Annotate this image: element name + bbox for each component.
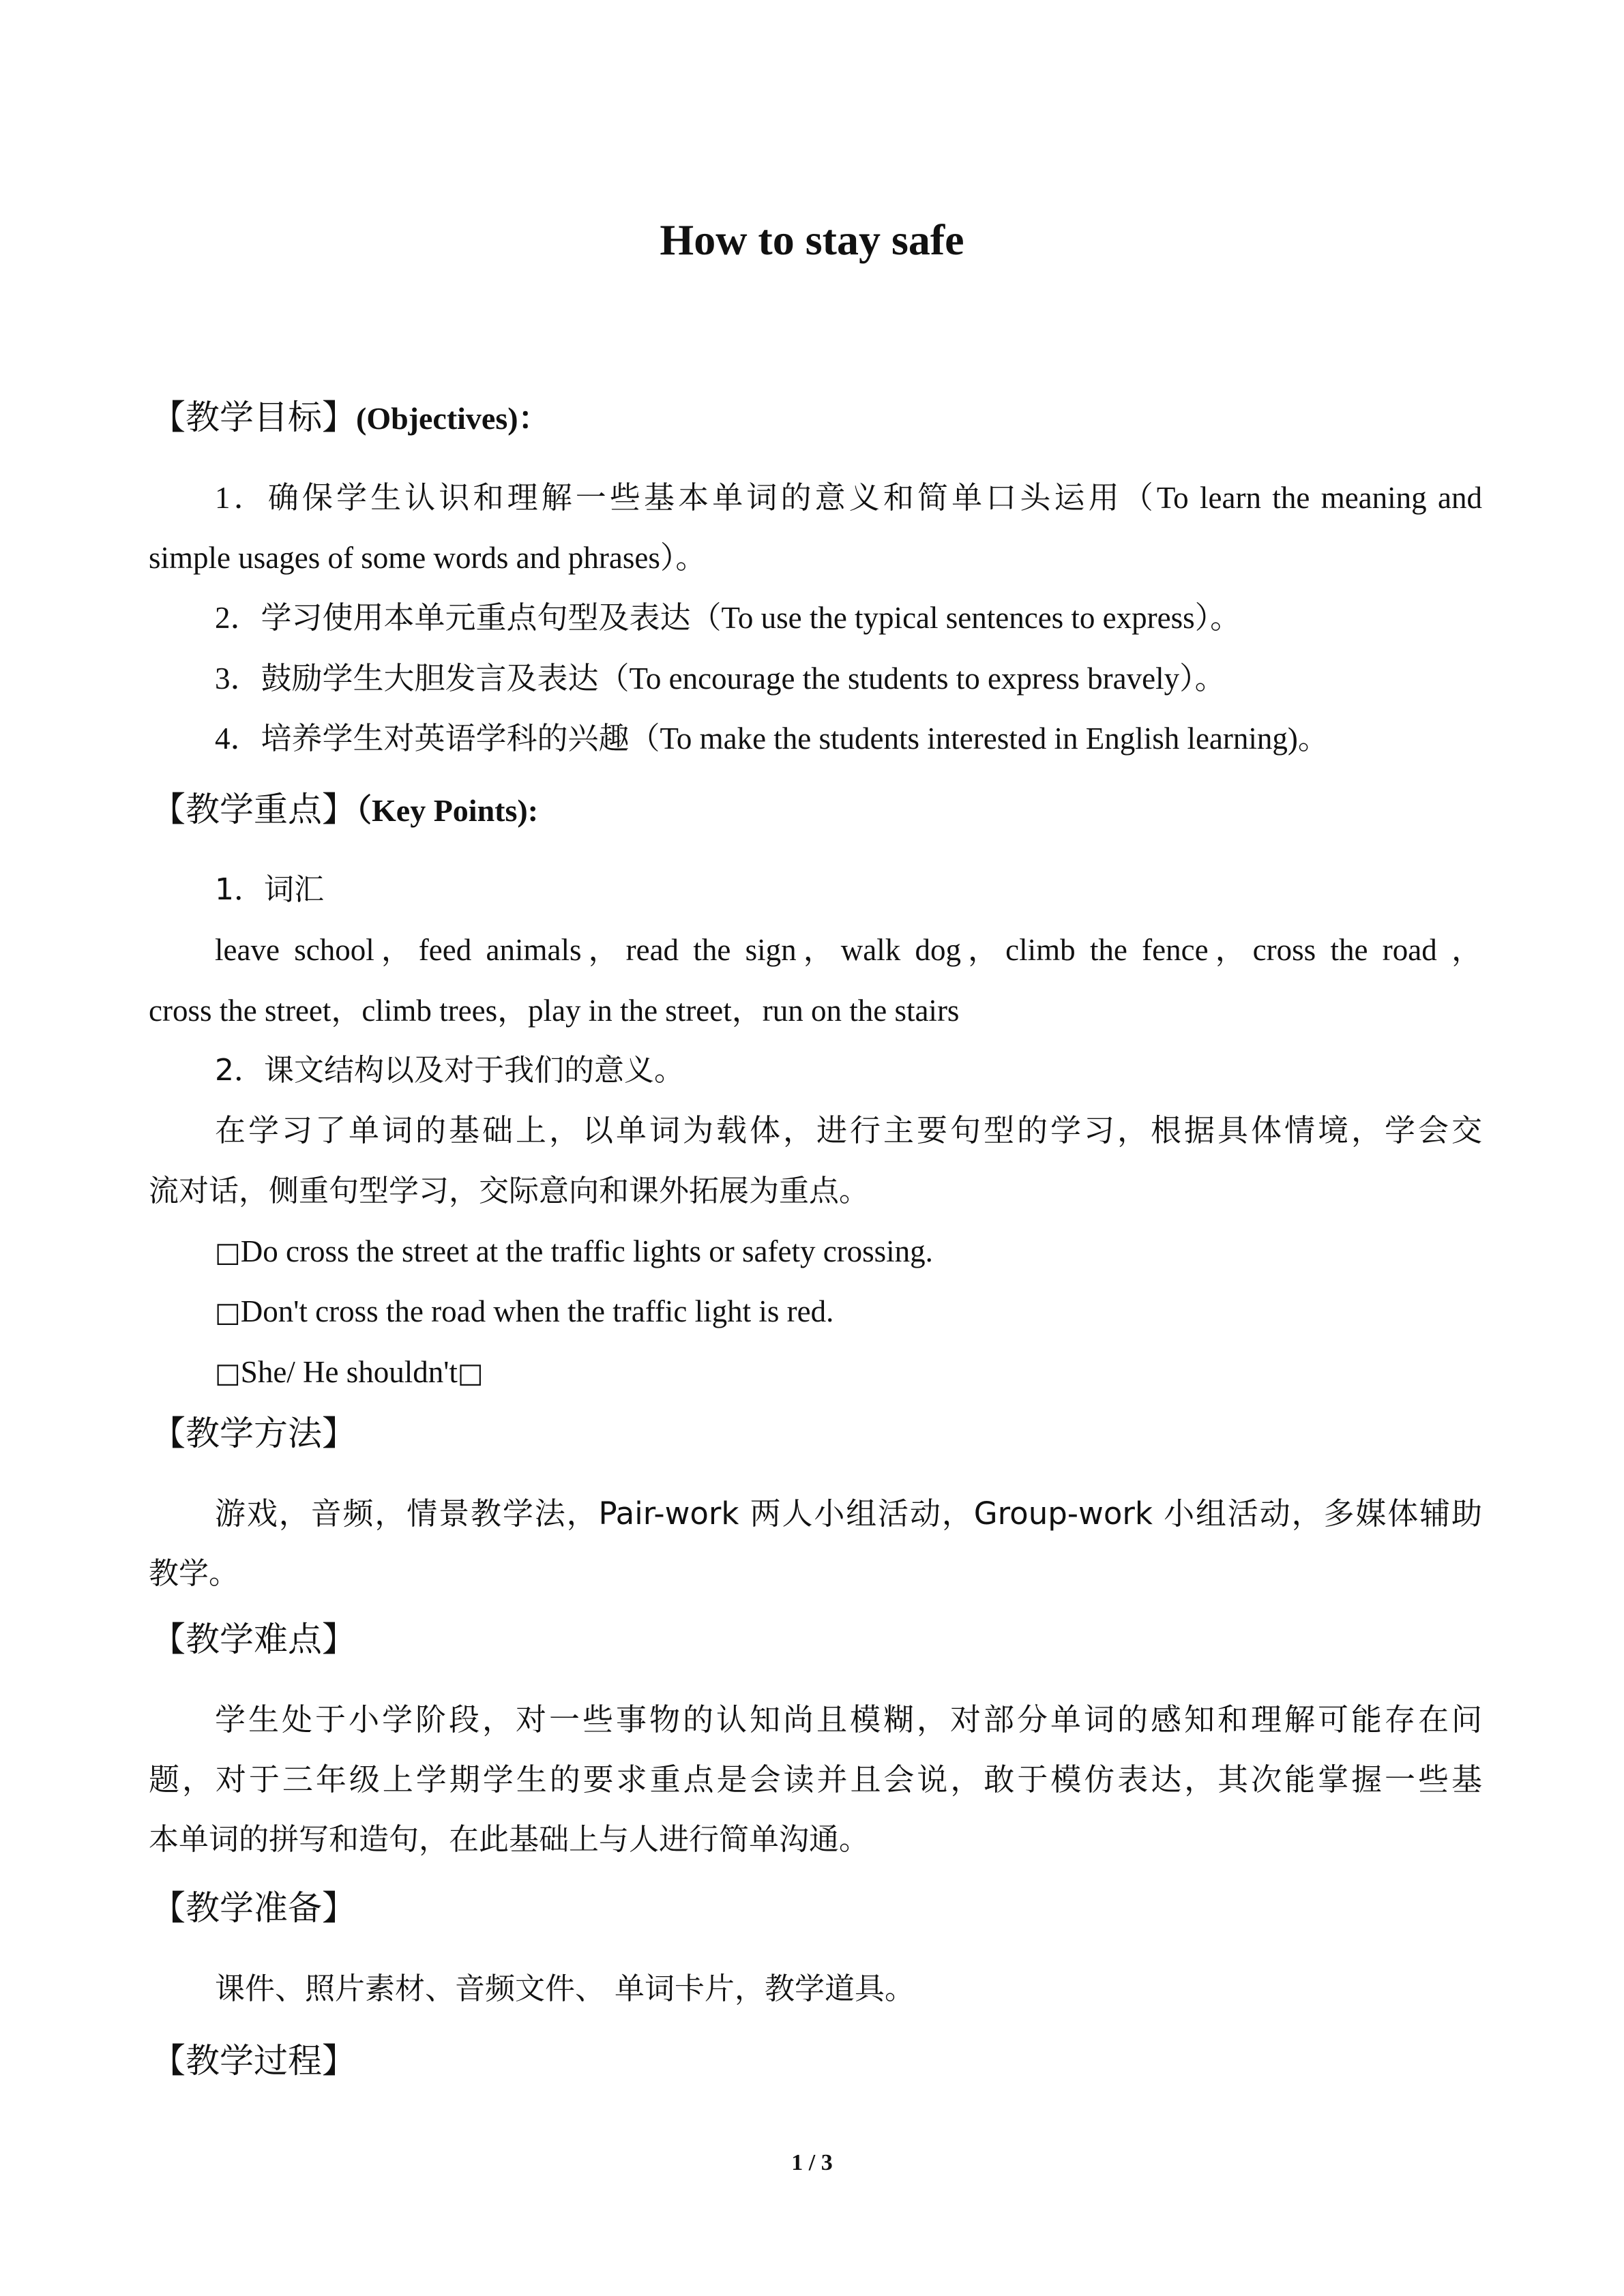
sentence-3-box: □ xyxy=(215,1358,241,1389)
page-number: 1 / 3 xyxy=(791,2150,833,2175)
preparation-line-1: 课件、照片素材、音频文件、 单词卡片，教学道具。 xyxy=(215,1971,915,2006)
key-points-sub-2: 2．课文结构以及对于我们的意义。 xyxy=(215,1053,684,1088)
difficulties-heading: 【教学难点】 xyxy=(151,1620,356,1659)
difficulties-line-1: 学生处于小学阶段，对一些事物的认知尚且模糊，对部分单词的感知和理解可能存在问 xyxy=(215,1701,1482,1738)
sentence-3 xyxy=(215,1352,484,1394)
key-points-sub-1: 1．词汇 xyxy=(215,872,324,907)
objectives-heading-en: (Objectives)： xyxy=(356,401,550,436)
key-points-heading-en: （Key Points): xyxy=(356,793,539,828)
difficulties-line-2: 题，对于三年级上学期学生的要求重点是会读并且会说，敢于模仿表达，其次能掌握一些基 xyxy=(149,1761,1482,1798)
sentence-3-text: She/ He shouldn't xyxy=(240,1355,458,1389)
sentence-1 xyxy=(215,1231,933,1273)
key-points-heading-cn: 【教学重点】 xyxy=(151,790,356,829)
objective-item-3: 3．鼓励学生大胆发言及表达（To encourage the students to express bravely）。 xyxy=(215,661,1226,696)
sentence-2 xyxy=(215,1291,833,1333)
methods-line-1: 游戏，音频，情景教学法，Pair-work 两人小组活动，Group-work 小组活动，多媒体辅助 xyxy=(215,1495,1482,1532)
sentence-2-box: □ xyxy=(215,1297,241,1328)
key-points-heading xyxy=(151,788,538,833)
objective-item-2: 2．学习使用本单元重点句型及表达（To use the typical sentences to express）。 xyxy=(215,601,1241,635)
key-points-paragraph-line-1: 在学习了单词的基础上，以单词为载体，进行主要句型的学习，根据具体情境，学会交 xyxy=(215,1112,1482,1148)
sentence-1-text: Do cross the street at the traffic lights or safety crossing. xyxy=(240,1234,933,1268)
objective-item-1-line-1: 1．确保学生认识和理解一些基本单词的意义和简单口头运用（To learn the meaning and xyxy=(215,481,1482,515)
key-points-paragraph-line-2: 流对话，侧重句型学习，交际意向和课外拓展为重点。 xyxy=(149,1174,869,1208)
sentence-2-text: Don't cross the road when the traffic light is red. xyxy=(240,1294,834,1328)
objectives-heading-cn: 【教学目标】 xyxy=(151,398,356,437)
process-heading: 【教学过程】 xyxy=(151,2041,356,2081)
difficulties-line-3: 本单词的拼写和造句，在此基础上与人进行简单沟通。 xyxy=(149,1822,869,1857)
objective-item-4: 4．培养学生对英语学科的兴趣（To make the students interested in English learning)。 xyxy=(215,721,1329,756)
objectives-heading xyxy=(151,396,550,441)
preparation-heading: 【教学准备】 xyxy=(151,1888,356,1928)
methods-heading: 【教学方法】 xyxy=(151,1414,356,1453)
methods-line-2: 教学。 xyxy=(149,1556,239,1591)
document-title: How to stay safe xyxy=(660,215,964,264)
vocab-line-1: leave school，feed animals，read the sign，walk dog，climb the fence，cross the road ， xyxy=(215,933,1482,967)
objective-item-1-line-2: simple usages of some words and phrases）。 xyxy=(149,541,707,575)
sentence-3-box-end: □ xyxy=(457,1358,484,1389)
sentence-1-box: □ xyxy=(215,1237,241,1268)
vocab-line-2: cross the street，climb trees，play in the street，run on the stairs xyxy=(149,994,960,1028)
